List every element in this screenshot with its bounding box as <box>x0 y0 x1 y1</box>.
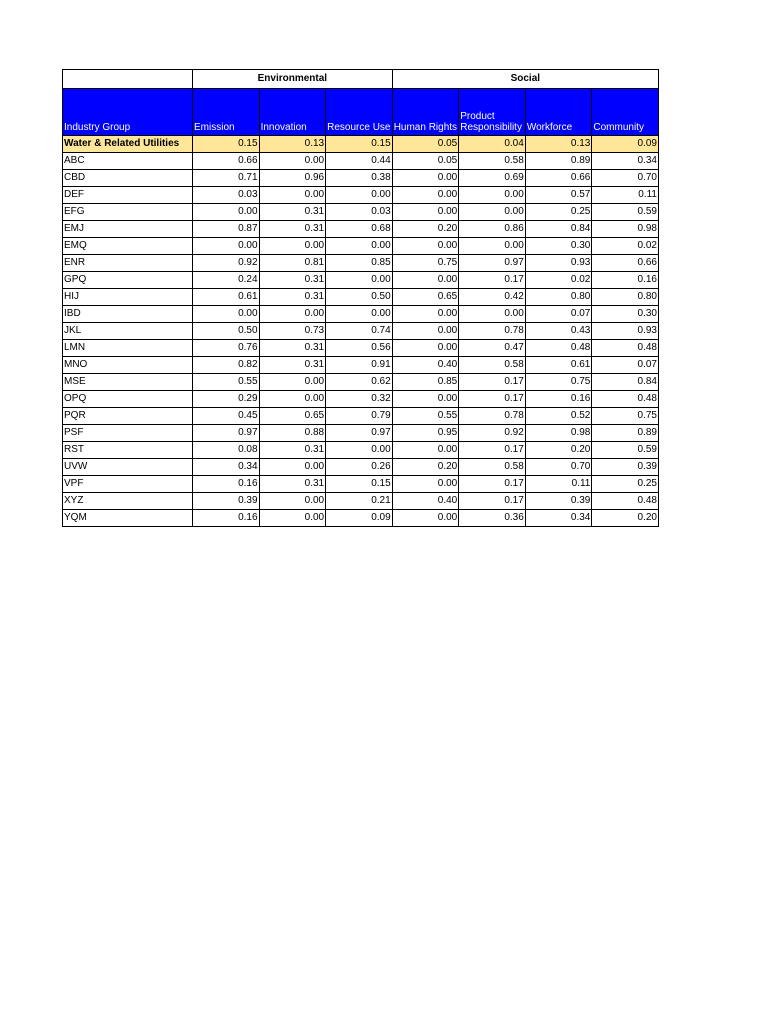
cell-value[interactable]: 0.30 <box>592 306 659 323</box>
cell-value[interactable]: 0.52 <box>525 408 592 425</box>
col-header-resource-use: Resource Use <box>326 89 393 136</box>
cell-industry-group[interactable]: EMJ <box>63 221 193 238</box>
cell-value[interactable]: 0.98 <box>525 425 592 442</box>
cell-value[interactable]: 0.09 <box>592 136 659 153</box>
cell-value[interactable]: 0.47 <box>459 340 526 357</box>
table-row <box>63 459 659 476</box>
cell-industry-group[interactable]: XYZ <box>63 493 193 510</box>
cell-industry-group[interactable]: HIJ <box>63 289 193 306</box>
cell-industry-group[interactable]: PQR <box>63 408 193 425</box>
table-row <box>63 204 659 221</box>
cell-value[interactable]: 0.00 <box>259 374 326 391</box>
col-header-product-line2: Responsibility <box>460 122 522 133</box>
cell-value[interactable]: 0.00 <box>193 204 260 221</box>
cell-value[interactable]: 0.00 <box>392 306 459 323</box>
cell-value[interactable]: 0.15 <box>193 136 260 153</box>
table-row <box>63 187 659 204</box>
cell-value[interactable]: 0.70 <box>592 170 659 187</box>
cell-value[interactable]: 0.66 <box>592 255 659 272</box>
cell-value[interactable]: 0.85 <box>326 255 393 272</box>
cell-value[interactable]: 0.93 <box>525 255 592 272</box>
cell-value[interactable]: 0.80 <box>525 289 592 306</box>
cell-value[interactable]: 0.45 <box>193 408 260 425</box>
cell-value[interactable]: 0.39 <box>193 493 260 510</box>
cell-value[interactable]: 0.07 <box>525 306 592 323</box>
cell-value[interactable]: 0.00 <box>392 340 459 357</box>
cell-value[interactable]: 0.58 <box>459 459 526 476</box>
cell-industry-group[interactable]: DEF <box>63 187 193 204</box>
cell-value[interactable]: 0.00 <box>259 493 326 510</box>
group-header-blank <box>63 70 193 89</box>
table-row <box>63 510 659 527</box>
cell-value[interactable]: 0.75 <box>392 255 459 272</box>
cell-value[interactable]: 0.30 <box>525 238 592 255</box>
cell-value[interactable]: 0.17 <box>459 272 526 289</box>
cell-value[interactable]: 0.00 <box>392 238 459 255</box>
cell-value[interactable]: 0.93 <box>592 323 659 340</box>
cell-value[interactable]: 0.24 <box>193 272 260 289</box>
cell-value[interactable]: 0.75 <box>525 374 592 391</box>
table-row <box>63 272 659 289</box>
cell-industry-group[interactable]: EFG <box>63 204 193 221</box>
table-row <box>63 221 659 238</box>
cell-value[interactable]: 0.00 <box>259 306 326 323</box>
cell-value[interactable]: 0.59 <box>592 204 659 221</box>
cell-value[interactable]: 0.68 <box>326 221 393 238</box>
cell-value[interactable]: 0.00 <box>259 187 326 204</box>
cell-value[interactable]: 0.50 <box>193 323 260 340</box>
cell-value[interactable]: 0.04 <box>459 136 526 153</box>
cell-value[interactable]: 0.32 <box>326 391 393 408</box>
cell-value[interactable]: 0.69 <box>459 170 526 187</box>
cell-value[interactable]: 0.48 <box>592 493 659 510</box>
cell-value[interactable]: 0.34 <box>193 459 260 476</box>
cell-value[interactable]: 0.00 <box>259 238 326 255</box>
cell-industry-group[interactable]: PSF <box>63 425 193 442</box>
cell-value[interactable]: 0.17 <box>459 442 526 459</box>
table-row <box>63 153 659 170</box>
cell-value[interactable]: 0.65 <box>259 408 326 425</box>
cell-industry-group[interactable]: EMQ <box>63 238 193 255</box>
group-header-environmental: Environmental <box>193 70 393 89</box>
table-row <box>63 289 659 306</box>
cell-value[interactable]: 0.75 <box>592 408 659 425</box>
cell-value[interactable]: 0.00 <box>326 187 393 204</box>
cell-value[interactable]: 0.97 <box>459 255 526 272</box>
cell-value[interactable]: 0.29 <box>193 391 260 408</box>
cell-value[interactable]: 0.87 <box>193 221 260 238</box>
cell-value[interactable]: 0.48 <box>525 340 592 357</box>
cell-value[interactable]: 0.00 <box>392 391 459 408</box>
cell-value[interactable]: 0.00 <box>392 323 459 340</box>
cell-value[interactable]: 0.89 <box>525 153 592 170</box>
cell-value[interactable]: 0.00 <box>459 187 526 204</box>
cell-value[interactable]: 0.05 <box>392 136 459 153</box>
table-row <box>63 170 659 187</box>
cell-value[interactable]: 0.21 <box>326 493 393 510</box>
table-row <box>63 340 659 357</box>
cell-value[interactable]: 0.17 <box>459 493 526 510</box>
cell-value[interactable]: 0.98 <box>592 221 659 238</box>
cell-value[interactable]: 0.07 <box>592 357 659 374</box>
cell-value[interactable]: 0.91 <box>326 357 393 374</box>
cell-value[interactable]: 0.20 <box>592 510 659 527</box>
cell-value[interactable]: 0.58 <box>459 153 526 170</box>
cell-value[interactable]: 0.73 <box>259 323 326 340</box>
cell-value[interactable]: 0.31 <box>259 340 326 357</box>
cell-value[interactable]: 0.84 <box>592 374 659 391</box>
cell-industry-group[interactable]: IBD <box>63 306 193 323</box>
cell-value[interactable]: 0.00 <box>392 187 459 204</box>
cell-value[interactable]: 0.50 <box>326 289 393 306</box>
cell-value[interactable]: 0.78 <box>459 323 526 340</box>
cell-value[interactable]: 0.66 <box>525 170 592 187</box>
cell-value[interactable]: 0.31 <box>259 442 326 459</box>
cell-value[interactable]: 0.15 <box>326 136 393 153</box>
col-header-community: Community <box>592 89 659 136</box>
cell-value[interactable]: 0.55 <box>392 408 459 425</box>
cell-value[interactable]: 0.25 <box>525 204 592 221</box>
cell-value[interactable]: 0.16 <box>193 476 260 493</box>
cell-value[interactable]: 0.11 <box>525 476 592 493</box>
cell-value[interactable]: 0.00 <box>392 442 459 459</box>
cell-value[interactable]: 0.74 <box>326 323 393 340</box>
cell-value[interactable]: 0.48 <box>592 391 659 408</box>
table-row <box>63 306 659 323</box>
cell-value[interactable]: 0.00 <box>392 204 459 221</box>
column-header-row <box>63 89 659 136</box>
table-row <box>63 391 659 408</box>
cell-value[interactable]: 0.76 <box>193 340 260 357</box>
cell-value[interactable]: 0.96 <box>259 170 326 187</box>
cell-value[interactable]: 0.78 <box>459 408 526 425</box>
cell-value[interactable]: 0.81 <box>259 255 326 272</box>
cell-value[interactable]: 0.00 <box>259 153 326 170</box>
cell-industry-group[interactable]: OPQ <box>63 391 193 408</box>
cell-value[interactable]: 0.09 <box>326 510 393 527</box>
cell-value[interactable]: 0.00 <box>193 306 260 323</box>
cell-value[interactable]: 0.00 <box>326 238 393 255</box>
col-header-product-responsibility <box>459 89 526 136</box>
group-header-row <box>63 70 659 89</box>
cell-value[interactable]: 0.92 <box>193 255 260 272</box>
table-row <box>63 255 659 272</box>
cell-value[interactable]: 0.70 <box>525 459 592 476</box>
col-header-workforce: Workforce <box>525 89 592 136</box>
cell-value[interactable]: 0.85 <box>392 374 459 391</box>
cell-value[interactable]: 0.17 <box>459 476 526 493</box>
table-row <box>63 493 659 510</box>
cell-value[interactable]: 0.80 <box>592 289 659 306</box>
cell-value[interactable]: 0.00 <box>259 391 326 408</box>
cell-industry-group[interactable]: ENR <box>63 255 193 272</box>
cell-value[interactable]: 0.00 <box>326 306 393 323</box>
cell-value[interactable]: 0.03 <box>326 204 393 221</box>
cell-value[interactable]: 0.39 <box>592 459 659 476</box>
cell-industry-group[interactable]: ABC <box>63 153 193 170</box>
cell-industry-group[interactable]: GPQ <box>63 272 193 289</box>
cell-value[interactable]: 0.92 <box>459 425 526 442</box>
table-row <box>63 442 659 459</box>
table-row <box>63 408 659 425</box>
cell-value[interactable]: 0.03 <box>193 187 260 204</box>
cell-value[interactable]: 0.02 <box>592 238 659 255</box>
cell-value[interactable]: 0.00 <box>259 510 326 527</box>
cell-value[interactable]: 0.62 <box>326 374 393 391</box>
cell-value[interactable]: 0.61 <box>193 289 260 306</box>
cell-value[interactable]: 0.11 <box>592 187 659 204</box>
cell-value[interactable]: 0.57 <box>525 187 592 204</box>
cell-industry-group[interactable]: UVW <box>63 459 193 476</box>
cell-value[interactable]: 0.58 <box>459 357 526 374</box>
cell-industry-group[interactable]: Water & Related Utilities <box>63 136 193 153</box>
cell-value[interactable]: 0.05 <box>392 153 459 170</box>
col-header-product-line1: Product <box>460 111 495 122</box>
table-row <box>63 238 659 255</box>
cell-value[interactable]: 0.20 <box>392 459 459 476</box>
table-row <box>63 374 659 391</box>
cell-industry-group[interactable]: JKL <box>63 323 193 340</box>
cell-value[interactable]: 0.16 <box>525 391 592 408</box>
cell-value[interactable]: 0.00 <box>392 476 459 493</box>
cell-value[interactable]: 0.97 <box>193 425 260 442</box>
cell-value[interactable]: 0.00 <box>326 272 393 289</box>
cell-value[interactable]: 0.16 <box>592 272 659 289</box>
cell-value[interactable]: 0.40 <box>392 493 459 510</box>
cell-value[interactable]: 0.31 <box>259 272 326 289</box>
cell-value[interactable]: 0.59 <box>592 442 659 459</box>
cell-value[interactable]: 0.43 <box>525 323 592 340</box>
group-header-social: Social <box>392 70 658 89</box>
cell-value[interactable]: 0.00 <box>459 238 526 255</box>
cell-value[interactable]: 0.20 <box>525 442 592 459</box>
cell-industry-group[interactable]: YQM <box>63 510 193 527</box>
cell-value[interactable]: 0.17 <box>459 391 526 408</box>
cell-value[interactable]: 0.65 <box>392 289 459 306</box>
cell-value[interactable]: 0.00 <box>259 459 326 476</box>
esg-score-table <box>62 69 659 527</box>
cell-value[interactable]: 0.15 <box>326 476 393 493</box>
cell-value[interactable]: 0.13 <box>525 136 592 153</box>
cell-value[interactable]: 0.61 <box>525 357 592 374</box>
cell-value[interactable]: 0.00 <box>392 272 459 289</box>
cell-value[interactable]: 0.31 <box>259 221 326 238</box>
cell-value[interactable]: 0.16 <box>193 510 260 527</box>
cell-value[interactable]: 0.00 <box>326 442 393 459</box>
cell-value[interactable]: 0.71 <box>193 170 260 187</box>
cell-value[interactable]: 0.42 <box>459 289 526 306</box>
cell-value[interactable]: 0.17 <box>459 374 526 391</box>
cell-value[interactable]: 0.34 <box>525 510 592 527</box>
cell-value[interactable]: 0.20 <box>392 221 459 238</box>
cell-value[interactable]: 0.00 <box>459 306 526 323</box>
cell-value[interactable]: 0.00 <box>392 510 459 527</box>
col-header-innovation: Innovation <box>259 89 326 136</box>
cell-industry-group[interactable]: VPF <box>63 476 193 493</box>
cell-industry-group[interactable]: MSE <box>63 374 193 391</box>
cell-value[interactable]: 0.97 <box>326 425 393 442</box>
cell-value[interactable]: 0.86 <box>459 221 526 238</box>
cell-value[interactable]: 0.26 <box>326 459 393 476</box>
cell-value[interactable]: 0.08 <box>193 442 260 459</box>
cell-value[interactable]: 0.00 <box>459 204 526 221</box>
col-header-industry-group: Industry Group <box>63 89 193 136</box>
table-row <box>63 323 659 340</box>
cell-value[interactable]: 0.31 <box>259 204 326 221</box>
cell-value[interactable]: 0.48 <box>592 340 659 357</box>
cell-value[interactable]: 0.00 <box>392 170 459 187</box>
cell-value[interactable]: 0.44 <box>326 153 393 170</box>
table-row-highlighted <box>63 136 659 153</box>
cell-value[interactable]: 0.36 <box>459 510 526 527</box>
cell-value[interactable]: 0.31 <box>259 476 326 493</box>
col-header-emission: Emission <box>193 89 260 136</box>
cell-value[interactable]: 0.56 <box>326 340 393 357</box>
cell-value[interactable]: 0.25 <box>592 476 659 493</box>
cell-industry-group[interactable]: LMN <box>63 340 193 357</box>
cell-value[interactable]: 0.31 <box>259 357 326 374</box>
cell-value[interactable]: 0.95 <box>392 425 459 442</box>
cell-value[interactable]: 0.13 <box>259 136 326 153</box>
cell-value[interactable]: 0.55 <box>193 374 260 391</box>
cell-value[interactable]: 0.66 <box>193 153 260 170</box>
cell-value[interactable]: 0.40 <box>392 357 459 374</box>
cell-value[interactable]: 0.82 <box>193 357 260 374</box>
cell-value[interactable]: 0.00 <box>193 238 260 255</box>
table-row <box>63 476 659 493</box>
cell-value[interactable]: 0.39 <box>525 493 592 510</box>
table-row <box>63 425 659 442</box>
cell-value[interactable]: 0.84 <box>525 221 592 238</box>
cell-value[interactable]: 0.89 <box>592 425 659 442</box>
cell-industry-group[interactable]: MNO <box>63 357 193 374</box>
cell-value[interactable]: 0.38 <box>326 170 393 187</box>
cell-value[interactable]: 0.88 <box>259 425 326 442</box>
cell-industry-group[interactable]: CBD <box>63 170 193 187</box>
table-body <box>63 136 659 527</box>
col-header-human-rights: Human Rights <box>392 89 459 136</box>
cell-industry-group[interactable]: RST <box>63 442 193 459</box>
cell-value[interactable]: 0.34 <box>592 153 659 170</box>
cell-value[interactable]: 0.02 <box>525 272 592 289</box>
table-row <box>63 357 659 374</box>
cell-value[interactable]: 0.31 <box>259 289 326 306</box>
cell-value[interactable]: 0.79 <box>326 408 393 425</box>
